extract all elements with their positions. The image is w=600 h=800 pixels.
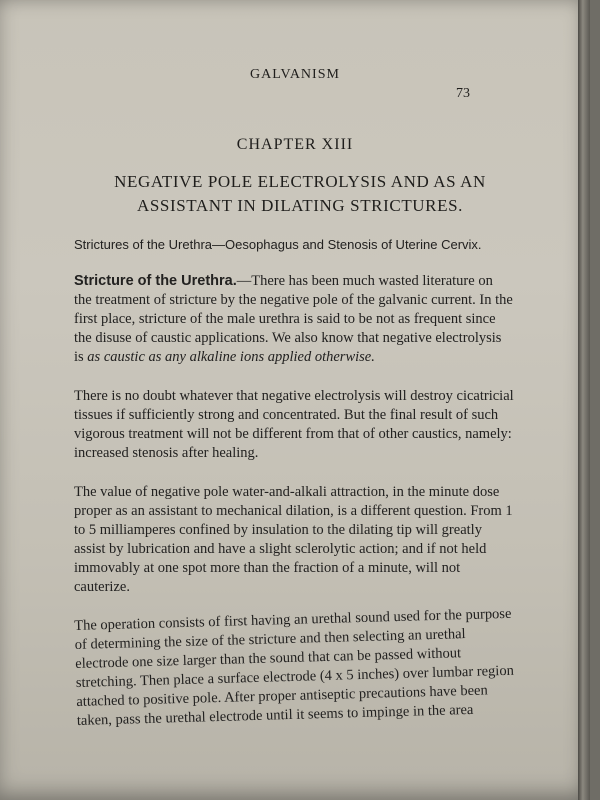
- chapter-title-line-2: ASSISTANT IN DILATING STRICTURES.: [136, 196, 464, 215]
- chapter-title: [100, 170, 500, 218]
- subheading: Strictures of the Urethra—Oesophagus and Stenosis of Uterine Cervix.: [74, 237, 482, 252]
- paragraph-1-italic: as caustic as any alkaline ions applied otherwise.: [87, 349, 375, 365]
- paragraph-4: The operation consists of first having an urethal sound used for the purpose of determining the size of the stricture and then selecting an urethal electrode one size larger than the sound that can be passed without stretching. Then place a surface electrode (4 x 5 inches) over lumbar region attached to positive pole. After proper antiseptic precautions have been taken, pass the urethal electrode until it seems to impinge in the area: [74, 605, 515, 729]
- page-edge: [578, 0, 590, 800]
- page-body: [74, 236, 514, 751]
- paragraph-1-text: —There has been much wasted literature on the treatment of stricture by the negative pole of the galvanic current. In the first place, stricture of the male urethra is said to be not as frequent since the disuse of caustic applications. We also know that negative electrolysis is: [74, 273, 513, 365]
- paragraph-2: There is no doubt whatever that negative electrolysis will destroy cicatricial tissues if sufficiently strong and concentrated. But the final result of such vigorous treatment will not be different from that of other caustics, namely: increased stenosis after healing.: [74, 388, 514, 461]
- running-head: GALVANISM: [250, 67, 340, 82]
- paragraph-3: The value of negative pole water-and-alkali attraction, in the minute dose proper as an assistant to mechanical dilation, is a different question. From 1 to 5 milliamperes confined by insulation to the dilating tip will greatly assist by lubrication and have a slight sclerolytic action; and if not held immovably at one spot more than the fraction of a minute, will not cauterize.: [74, 484, 513, 595]
- chapter-heading: CHAPTER XIII: [236, 136, 354, 153]
- page-number: 73: [456, 86, 470, 101]
- chapter-title-line-1: NEGATIVE POLE ELECTROLYSIS AND AS AN: [114, 172, 486, 191]
- run-in-heading: Stricture of the Urethra.: [74, 273, 237, 289]
- paragraph-1: [74, 272, 514, 367]
